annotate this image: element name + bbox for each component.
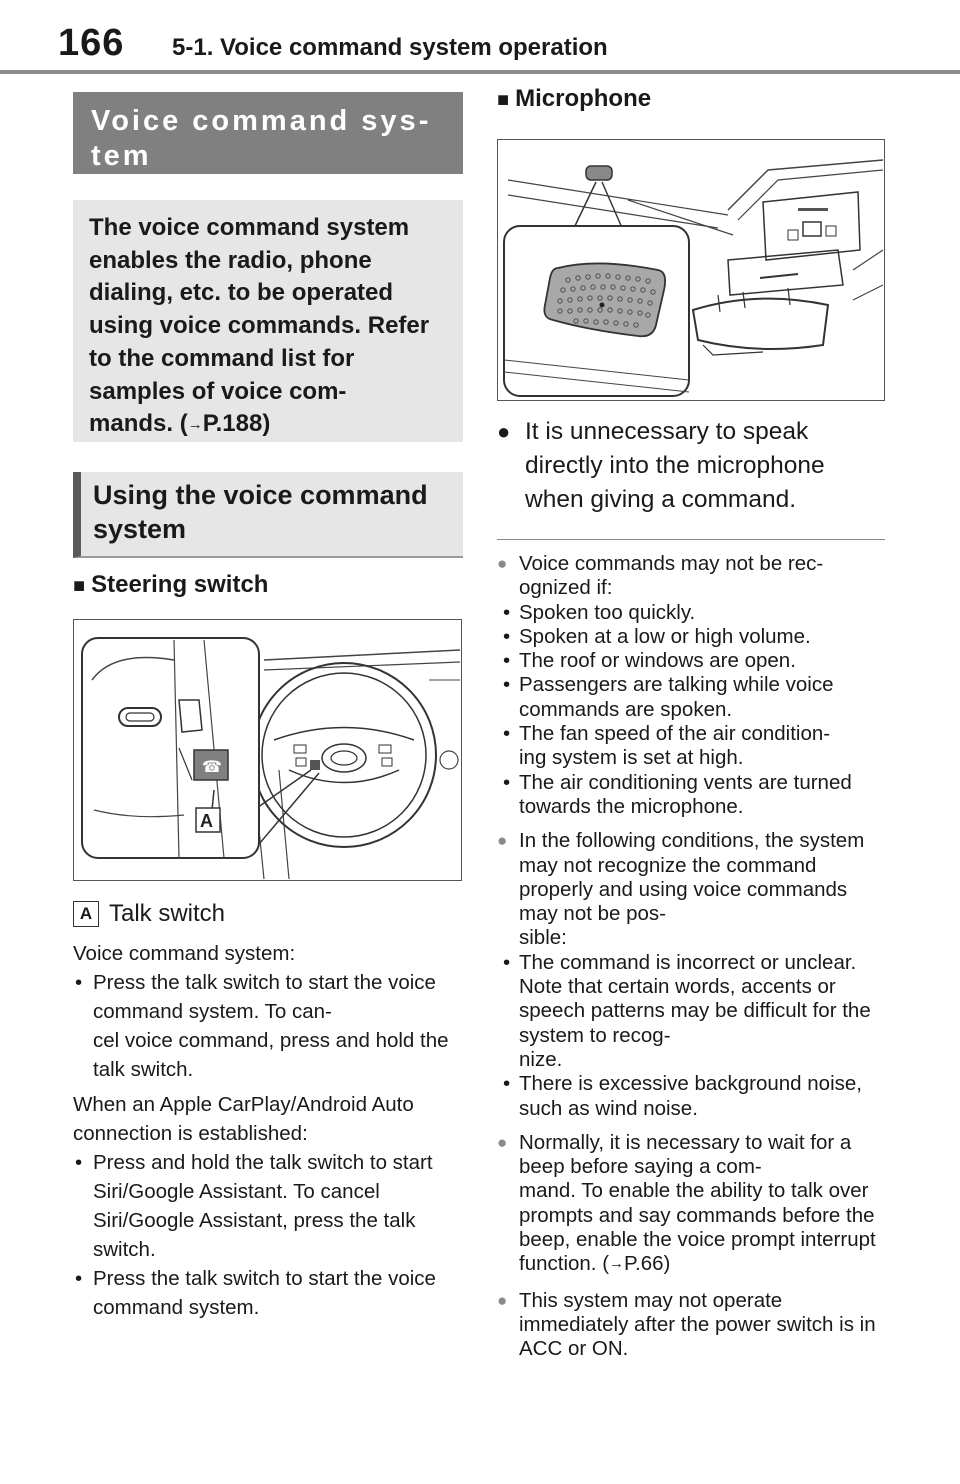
steering-switch-illustration: [74, 620, 460, 879]
header-rule: [0, 70, 960, 74]
list-item: • The command is incorrect or unclear. Note that certain words, accents or speech patterns may be difficult for the system to recog- nize.: [497, 951, 887, 1072]
list-item: • The air conditioning vents are turned towards the microphone.: [497, 771, 887, 820]
left-column: [73, 92, 463, 1322]
list-item: • Press the talk switch to start the voice command system.: [73, 1264, 463, 1322]
list-item: • Press the talk switch to start the voice command system. To can- cel voice command, press and hold the talk switch.: [73, 968, 463, 1084]
carplay-bullets: [73, 1148, 463, 1322]
figure-callout-a: A: [200, 811, 213, 831]
arrow-right-icon: →: [609, 1255, 625, 1273]
label-a-row: [73, 899, 463, 929]
list-item: • Spoken too quickly.: [497, 601, 887, 625]
label-a-box: A: [73, 901, 99, 927]
vc-intro: Voice command system:: [73, 942, 296, 965]
intro-text: The voice command system enables the radio, phone dialing, etc. to be operated using voice commands. Refer to the command list for samples of voice com- mands. (: [89, 214, 430, 438]
subheading-using: [73, 472, 463, 558]
svg-text:☎: ☎: [202, 757, 222, 776]
notes-section: [497, 552, 887, 1362]
note-head: [497, 1131, 887, 1279]
note-head: ● In the following conditions, the system may not recognize the command properly and using voice commands may not be pos- sible:: [497, 829, 887, 950]
note-list: [497, 951, 887, 1121]
list-item: • Press and hold the talk switch to start Siri/Google Assistant. To cancel Siri/Google Assistant, press the talk switch.: [73, 1148, 463, 1264]
microphone-illustration: [498, 140, 883, 399]
note-list: [497, 601, 887, 820]
note-head: ● This system may not operate immediately after the power switch is in ACC or ON.: [497, 1289, 887, 1362]
mic-note-text: It is unnecessary to speak directly into the microphone when giving a command.: [525, 418, 825, 513]
steering-topic-text: Steering switch: [91, 571, 269, 598]
note-block: [497, 1289, 887, 1362]
chapter-title: Voice command sys- tem: [91, 105, 432, 172]
microphone-figure: [497, 139, 885, 401]
list-item: • The roof or windows are open.: [497, 649, 887, 673]
note-block: [497, 1131, 887, 1279]
note-block: [497, 552, 887, 819]
intro-page-ref[interactable]: P.188): [202, 410, 271, 438]
list-item: • There is excessive background noise, such as wind noise.: [497, 1072, 887, 1121]
notes-divider: [497, 539, 885, 540]
note-head: ● Voice commands may not be rec- ognized if:: [497, 552, 887, 601]
chapter-title-box: [73, 92, 463, 174]
mic-note: [497, 415, 887, 517]
square-bullet-icon: ■: [73, 575, 86, 597]
section-title: 5-1. Voice command system operation: [172, 34, 608, 61]
list-item: • The fan speed of the air condition- ing system is set at high.: [497, 722, 887, 771]
mic-topic-text: Microphone: [515, 85, 652, 112]
note-page-ref[interactable]: P.66): [624, 1252, 671, 1276]
page-header: [0, 0, 960, 76]
microphone-topic: [497, 84, 887, 115]
list-item: • Passengers are talking while voice commands are spoken.: [497, 673, 887, 722]
list-item: • Spoken at a low or high volume.: [497, 625, 887, 649]
vc-bullets: [73, 968, 463, 1084]
note-head-text: Normally, it is necessary to wait for a beep before saying a com- mand. To enable the ability to talk over prompts and say commands before the beep, enable the voice prompt interrupt function. (: [519, 1130, 876, 1276]
steering-switch-figure: [73, 619, 462, 881]
intro-box: [73, 200, 463, 442]
square-bullet-icon: ■: [497, 89, 510, 111]
steering-switch-topic: [73, 570, 463, 601]
page-number: 166: [58, 22, 125, 64]
right-column: [497, 84, 887, 1372]
note-block: [497, 829, 887, 1121]
arrow-right-icon: →: [187, 416, 203, 434]
subheading-text: Using the voice command system: [93, 480, 428, 544]
carplay-intro: When an Apple CarPlay/Android Auto connection is established:: [73, 1093, 414, 1145]
label-a-text: Talk switch: [109, 900, 226, 927]
